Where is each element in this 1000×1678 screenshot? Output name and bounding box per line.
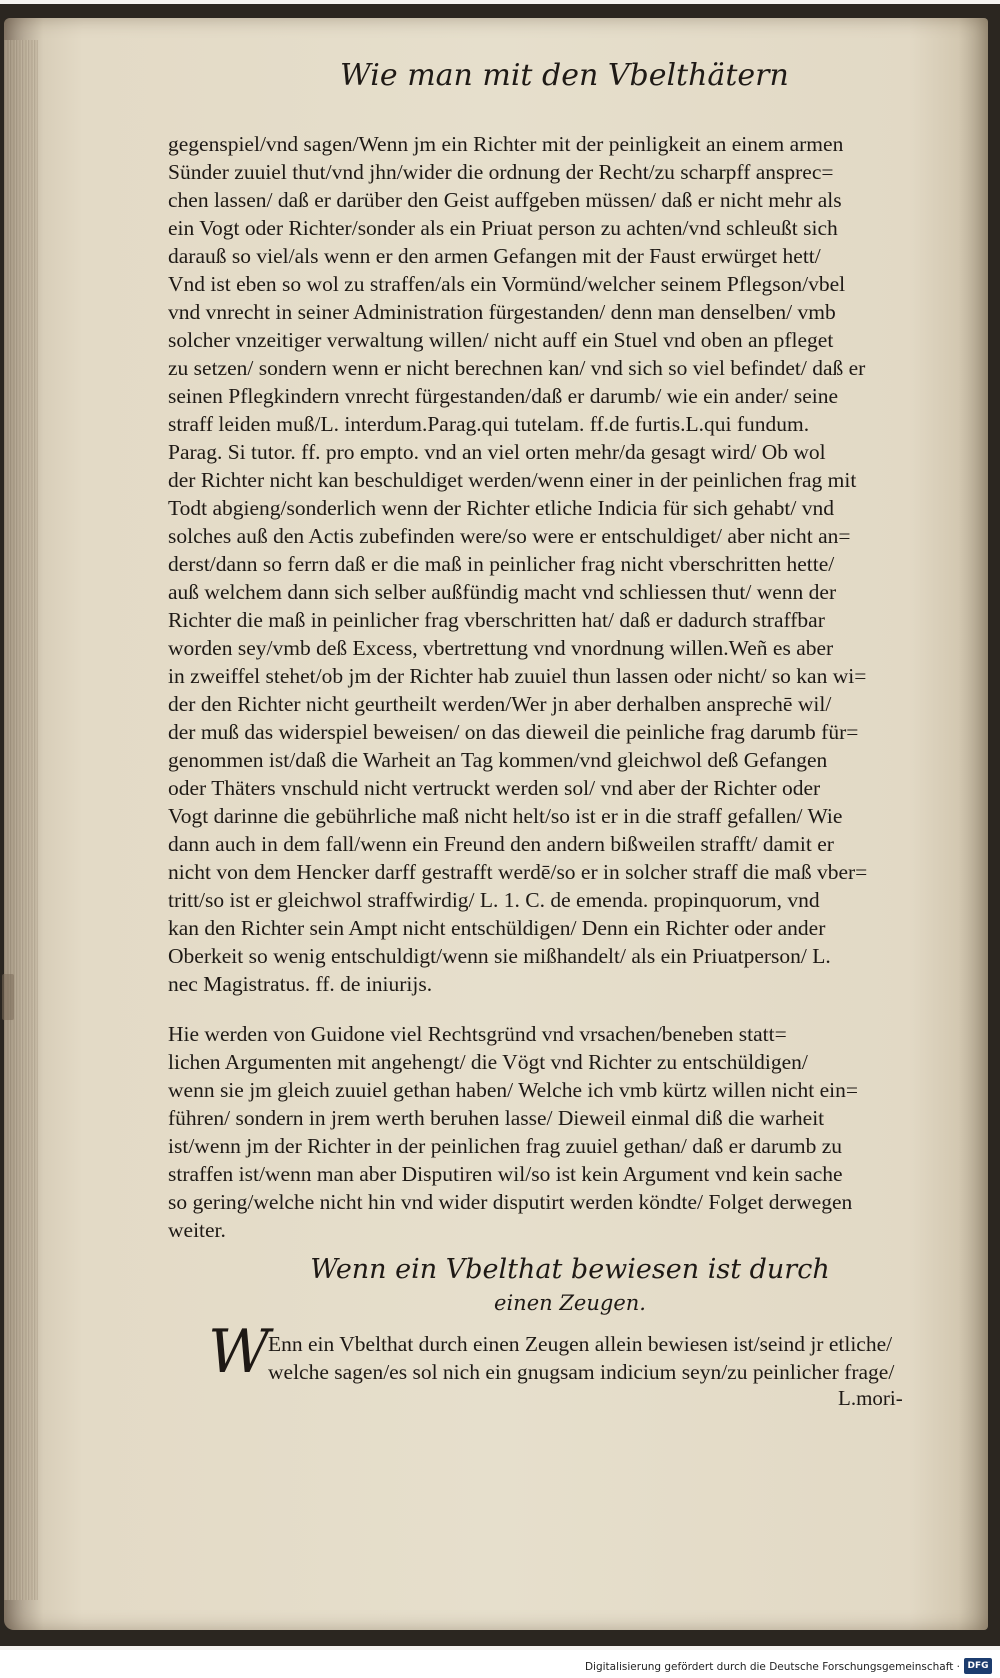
text-line: genommen ist/daß die Warheit an Tag kommen/vnd gleichwol deß Gefangen — [168, 748, 828, 772]
drop-capital: W — [208, 1317, 270, 1387]
text-line: welche sagen/es sol nich ein gnugsam indicium seyn/zu peinlicher frage/ — [268, 1360, 895, 1384]
text-line: chen lassen/ daß er darüber den Geist auffgeben müssen/ daß er nicht mehr als — [168, 188, 842, 212]
text-line: solches auß den Actis zubefinden were/so were er entschuldiget/ aber nicht an= — [168, 524, 851, 548]
text-line: in zweiffel stehet/ob jm der Richter hab zuuiel thun lassen oder nicht/ so kan wi= — [168, 664, 867, 688]
text-line: Hie werden von Guidone viel Rechtsgründ vnd vrsachen/beneben statt= — [168, 1022, 787, 1046]
text-line: wenn sie jm gleich zuuiel gethan haben/ Welche ich vmb kürtz willen nicht ein= — [168, 1078, 859, 1102]
text-line: gegenspiel/vnd sagen/Wenn jm ein Richter mit der peinligkeit an einem armen — [168, 132, 844, 156]
page-edges — [4, 40, 38, 1600]
text-line: tritt/so ist er gleichwol straffwirdig/ L. 1. C. de emenda. propinquorum, vnd — [168, 888, 820, 912]
text-line: oder Thäters vnschuld nicht vertruckt werden sol/ vnd aber der Richter oder — [168, 776, 821, 800]
text-line: nec Magistratus. ff. de iniurijs. — [168, 972, 433, 996]
text-line: ist/wenn jm der Richter in der peinlichen frag zuuiel gethan/ daß er darumb zu — [168, 1134, 843, 1158]
paragraph-1 — [168, 130, 928, 998]
text-line: straffen ist/wenn man aber Disputiren wil/so ist kein Argument vnd kein sache — [168, 1162, 843, 1186]
text-line: seinen Pflegkindern vnrecht fürgestanden/daß er darumb/ wie ein ander/ seine — [168, 384, 839, 408]
section-heading-line-2: einen Zeugen. — [494, 1291, 646, 1315]
text-line: Sünder zuuiel thut/vnd jhn/wider die ordnung der Recht/zu scharpff ansprec= — [168, 160, 834, 184]
page-headline: Wie man mit den Vbelthätern — [340, 58, 789, 93]
text-line: auß welchem dann sich selber außfündig macht vnd schliessen thut/ wenn der — [168, 580, 837, 604]
text-line: dann auch in dem fall/wenn ein Freund den andern bißweilen strafft/ damit er — [168, 832, 834, 856]
text-line: der Richter nicht kan beschuldiget werden/wenn einer in der peinlichen frag mit — [168, 468, 857, 492]
text-line: Todt abgieng/sonderlich wenn der Richter etliche Indicia für sich gehabt/ vnd — [168, 496, 834, 520]
text-line: Vnd ist eben so wol zu straffen/als ein Vormünd/welcher seinem Pflegson/vbel — [168, 272, 846, 296]
text-line: so gering/welche nicht hin vnd wider disputirt werden köndte/ Folget derwegen — [168, 1190, 853, 1214]
footer-credit: Digitalisierung gefördert durch die Deutsche Forschungsgemeinschaft · — [584, 1661, 960, 1673]
text-line: derst/dann so ferrn daß er die maß in peinlicher frag nicht vberschritten hette/ — [168, 552, 835, 576]
text-line: ein Vogt oder Richter/sonder als ein Priuat person zu achten/vnd schleußt sich — [168, 216, 838, 240]
text-line: Oberkeit so wenig entschuldigt/wenn sie mißhandelt/ als ein Priuatperson/ L. — [168, 944, 831, 968]
text-line: der muß das widerspiel beweisen/ on das dieweil die peinliche frag darumb für= — [168, 720, 859, 744]
section-heading — [300, 1254, 840, 1315]
page-tab-marker — [2, 974, 14, 1020]
section-heading-line-1: Wenn ein Vbelthat bewiesen ist durch — [310, 1254, 830, 1285]
text-line: der den Richter nicht geurtheilt werden/Wer jn aber derhalben ansprechē wil/ — [168, 692, 832, 716]
text-line: solcher vnzeitiger verwaltung willen/ nicht auff ein Stuel vnd oben an pfleget — [168, 328, 834, 352]
text-line: straff leiden muß/L. interdum.Parag.qui tutelam. ff.de furtis.L.qui fundum. — [168, 412, 810, 436]
text-line: führen/ sondern in jrem werth beruhen lasse/ Dieweil einmal diß die warheit — [168, 1106, 825, 1130]
text-line: Vogt darinne die gebührliche maß nicht helt/so ist er in die straff gefallen/ Wie — [168, 804, 843, 828]
text-line: Parag. Si tutor. ff. pro empto. vnd an viel orten mehr/da gesagt wird/ Ob wol — [168, 440, 826, 464]
text-line: Richter die maß in peinlicher frag vberschritten hat/ daß er dadurch straffbar — [168, 608, 825, 632]
text-line: zu setzen/ sondern wenn er nicht berechnen kan/ vnd sich so viel befindet/ daß er — [168, 356, 866, 380]
dfg-logo: DFG — [964, 1658, 992, 1674]
paragraph-2 — [168, 1020, 928, 1244]
text-line: darauß so viel/als wenn er den armen Gefangen mit der Faust erwürget hett/ — [168, 244, 821, 268]
text-line: nicht von dem Hencker darff gestrafft werdē/so er in solcher straff die maß vber= — [168, 860, 868, 884]
text-line: kan den Richter sein Ampt nicht entschüldigen/ Denn ein Richter oder ander — [168, 916, 826, 940]
text-line: lichen Argumenten mit angehengt/ die Vögt vnd Richter zu entschüldigen/ — [168, 1050, 808, 1074]
text-line: vnd vnrecht in seiner Administration fürgestanden/ denn man denselben/ vmb — [168, 300, 836, 324]
text-line: weiter. — [168, 1218, 226, 1242]
text-line: Enn ein Vbelthat durch einen Zeugen allein bewiesen ist/seind jr etliche/ — [268, 1332, 893, 1356]
catchword: L.mori- — [838, 1386, 903, 1410]
paragraph-3 — [268, 1330, 928, 1386]
text-line: worden sey/vmb deß Excess, vbertrettung vnd vnordnung willen.Weñ es aber — [168, 636, 834, 660]
